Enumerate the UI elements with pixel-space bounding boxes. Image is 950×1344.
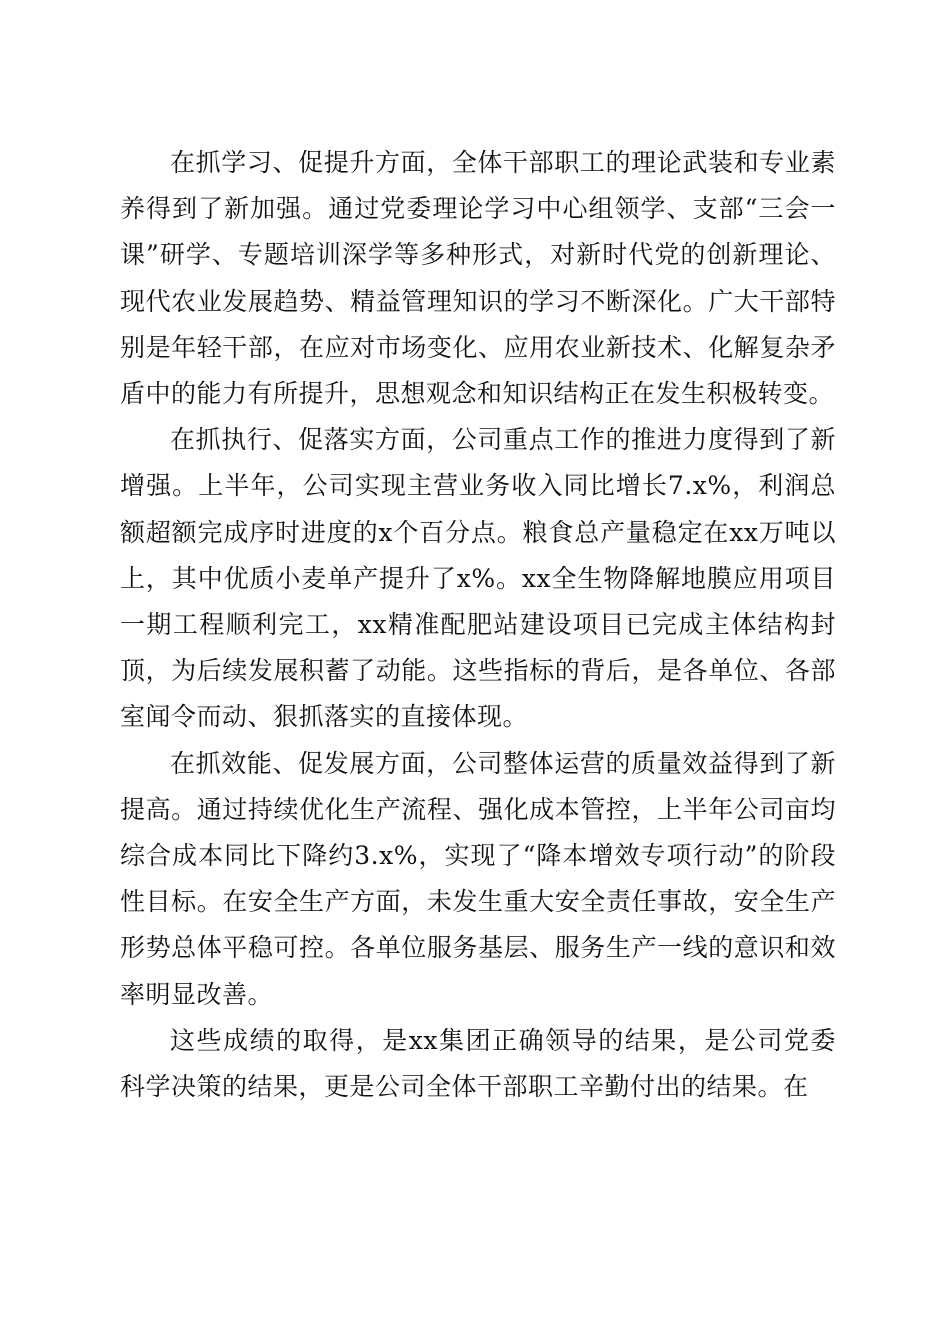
paragraph-achievements-summary: 这些成绩的取得，是xx集团正确领导的结果，是公司党委科学决策的结果，更是公司全体干部职工辛勤付出的结果。在	[120, 1025, 836, 1102]
paragraph-study-improvement: 在抓学习、促提升方面，全体干部职工的理论武装和专业素养得到了新加强。通过党委理论学习中心组领学、支部“三会一课”研学、专题培训深学等多种形式，对新时代党的创新理论、现代农业发展趋势、精益管理知识的学习不断深化。广大干部特别是年轻干部，在应对市场变化、应用农业新技术、化解复杂矛盾中的能力有所提升，思想观念和知识结构正在发生积极转变。	[120, 148, 836, 409]
body-text	[120, 140, 836, 1110]
paragraph-execution-implementation: 在抓执行、促落实方面，公司重点工作的推进力度得到了新增强。上半年，公司实现主营业务收入同比增长7.x%，利润总额超额完成序时进度的x个百分点。粮食总产量稳定在xx万吨以上，其中优质小麦单产提升了x%。xx全生物降解地膜应用项目一期工程顺利完工，xx精准配肥站建设项目已完成主体结构封顶，为后续发展积蓄了动能。这些指标的背后，是各单位、各部室闻令而动、狠抓落实的直接体现。	[120, 425, 836, 732]
paragraph-efficiency-development: 在抓效能、促发展方面，公司整体运营的质量效益得到了新提高。通过持续优化生产流程、强化成本管控，上半年公司亩均综合成本同比下降约3.x%，实现了“降本增效专项行动”的阶段性目标。在安全生产方面，未发生重大安全责任事故，安全生产形势总体平稳可控。各单位服务基层、服务生产一线的意识和效率明显改善。	[120, 748, 836, 1009]
